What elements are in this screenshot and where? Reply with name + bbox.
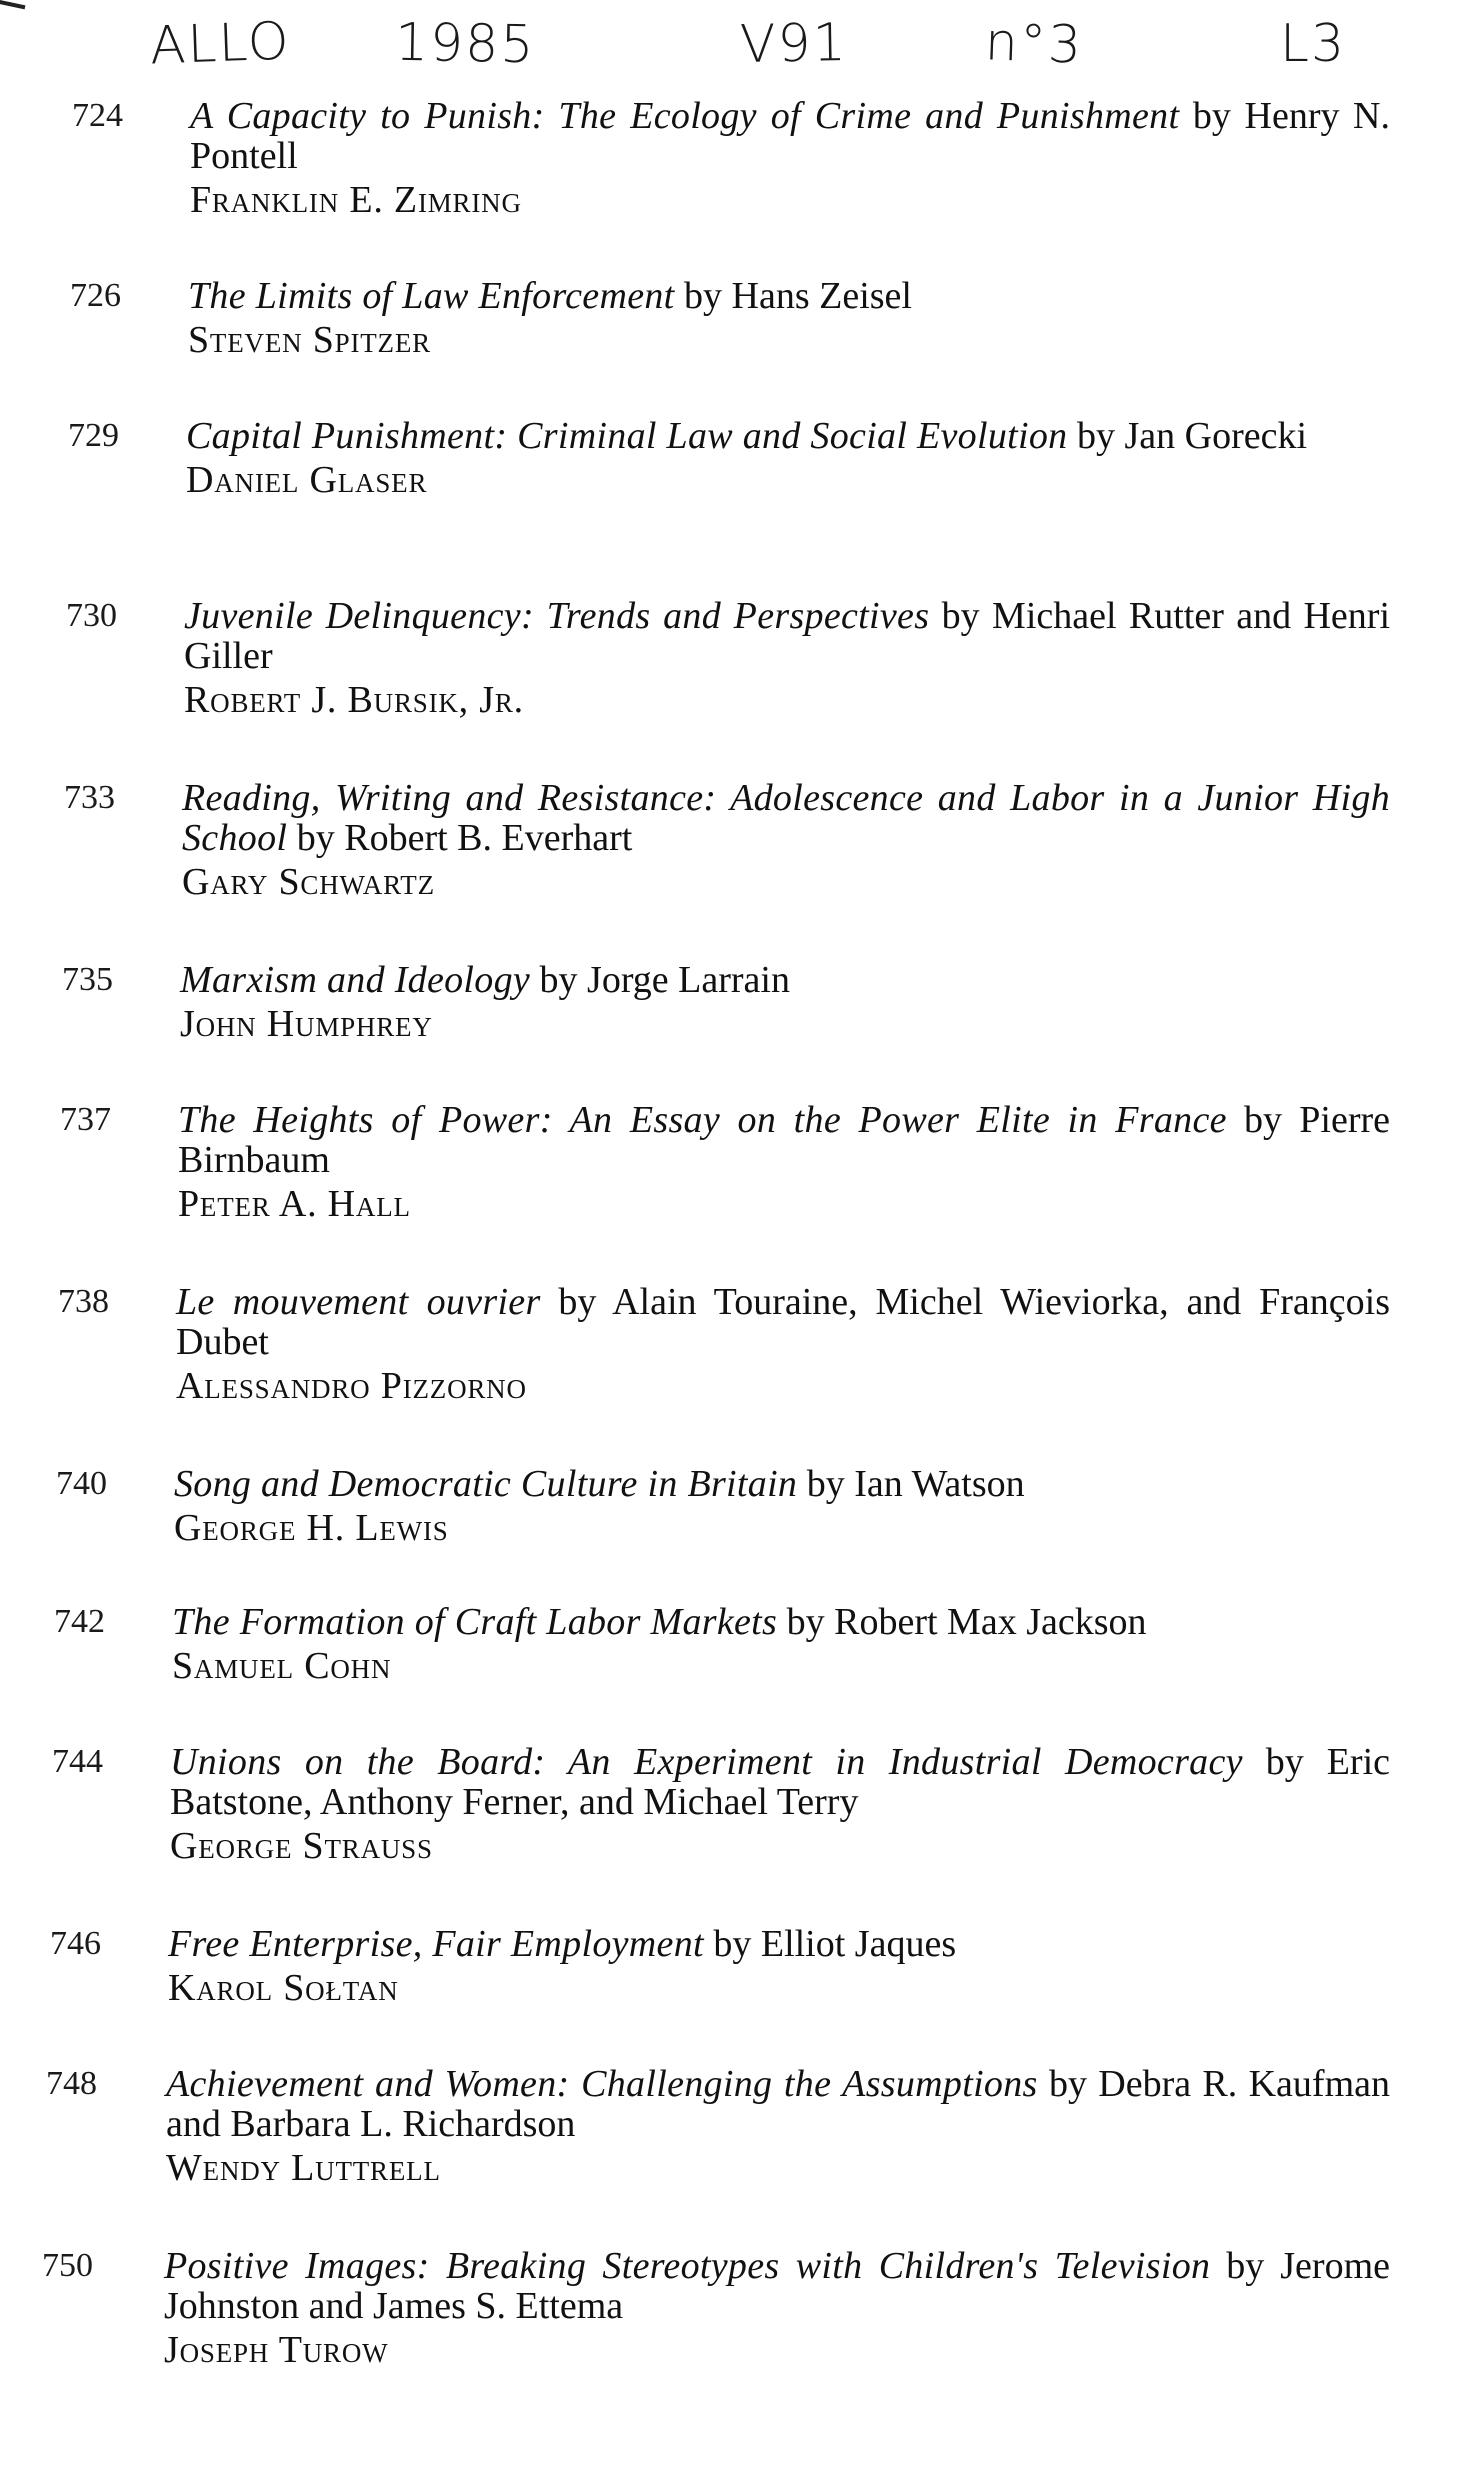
review-citation [168, 1924, 1390, 2010]
reviewer-name: John Humphrey [180, 1003, 433, 1045]
book-authors: by Hans Zeisel [674, 275, 912, 317]
reviewer-name: Franklin E. Zimring [190, 179, 522, 221]
reviewer-name: George H. Lewis [174, 1507, 449, 1549]
book-authors: by Robert B. Everhart [287, 817, 633, 859]
handwritten-note-volume: V91 [739, 13, 849, 75]
reviewer-name: Wendy Luttrell [166, 2147, 441, 2189]
book-authors: by Elliot Jaques [703, 1923, 957, 1965]
handwritten-note-year: 1985 [394, 12, 536, 76]
review-citation [178, 1100, 1390, 1226]
handwritten-note-journal: ALLO [148, 11, 292, 77]
reviewer-name: George Strauss [170, 1825, 433, 1867]
page-number: 737 [60, 1101, 111, 1138]
reviewer-name: Alessandro Pizzorno [176, 1365, 527, 1407]
reviewer-name: Samuel Cohn [172, 1645, 392, 1687]
scan-edge-mark [0, 0, 25, 9]
review-citation [166, 2064, 1390, 2190]
book-title: Reading, Writing and Resistance: Adolescence and Labor in a Junior High School [182, 777, 1390, 859]
review-citation [174, 1464, 1390, 1550]
review-citation [182, 778, 1390, 904]
review-citation [190, 96, 1390, 222]
book-authors: by Pierre Birnbaum [178, 1099, 1391, 1181]
book-title: Juvenile Delinquency: Trends and Perspectives [184, 595, 930, 637]
reviewer-name: Steven Spitzer [188, 319, 431, 361]
book-authors: by Henry N. Pontell [190, 95, 1391, 177]
book-title: Capital Punishment: Criminal Law and Social Evolution [186, 415, 1068, 457]
page-number: 726 [70, 277, 121, 314]
book-authors: by Michael Rutter and Henri Giller [184, 595, 1390, 677]
page-number: 735 [62, 961, 113, 998]
review-citation [172, 1602, 1390, 1688]
review-citation [186, 416, 1390, 502]
book-authors: by Ian Watson [797, 1463, 1025, 1505]
book-title: Song and Democratic Culture in Britain [174, 1463, 798, 1505]
page-number: 742 [54, 1603, 105, 1640]
page-number: 748 [46, 2065, 97, 2102]
book-authors: by Alain Touraine, Michel Wieviorka, and François Dubet [176, 1281, 1390, 1363]
handwritten-header [0, 11, 1480, 94]
review-citation [164, 2246, 1390, 2372]
book-title: A Capacity to Punish: The Ecology of Crime and Punishment [190, 95, 1180, 137]
page-number: 733 [64, 779, 115, 816]
book-authors: by Robert Max Jackson [777, 1601, 1147, 1643]
handwritten-note-issue: n°3 [983, 12, 1085, 76]
book-title: Le mouvement ouvrier [176, 1281, 541, 1323]
book-title: Free Enterprise, Fair Employment [168, 1923, 704, 1965]
page-number: 738 [58, 1283, 109, 1320]
review-citation [184, 596, 1390, 722]
page-number: 729 [68, 417, 119, 454]
page-number: 724 [72, 97, 123, 134]
review-citation [188, 276, 1390, 362]
review-citation [180, 960, 1390, 1046]
book-authors: by Jorge Larrain [530, 959, 790, 1001]
book-title: Achievement and Women: Challenging the Assumptions [166, 2063, 1038, 2105]
reviewer-name: Peter A. Hall [178, 1183, 411, 1225]
page-number: 746 [50, 1925, 101, 1962]
book-title: The Limits of Law Enforcement [188, 275, 675, 317]
page-number: 730 [66, 597, 117, 634]
reviewer-name: Joseph Turow [164, 2329, 389, 2371]
reviewer-name: Gary Schwartz [182, 861, 435, 903]
handwritten-note-code: L3 [1280, 14, 1347, 74]
book-title: Positive Images: Breaking Stereotypes with Children's Television [164, 2245, 1211, 2287]
review-citation [170, 1742, 1390, 1868]
book-title: The Formation of Craft Labor Markets [172, 1601, 778, 1643]
book-title: Marxism and Ideology [180, 959, 531, 1001]
page-number: 740 [56, 1465, 107, 1502]
book-authors: by Debra R. Kaufman and Barbara L. Richardson [166, 2063, 1390, 2145]
book-title: Unions on the Board: An Experiment in Industrial Democracy [170, 1741, 1243, 1783]
page-number: 744 [52, 1743, 103, 1780]
page-number: 750 [42, 2247, 93, 2284]
reviewer-name: Karol Sołtan [168, 1967, 399, 2009]
book-authors: by Eric Batstone, Anthony Ferner, and Michael Terry [170, 1741, 1390, 1823]
reviewer-name: Daniel Glaser [186, 459, 428, 501]
book-authors: by Jerome Johnston and James S. Ettema [164, 2245, 1391, 2327]
reviewer-name: Robert J. Bursik, Jr. [184, 679, 524, 721]
review-citation [176, 1282, 1390, 1408]
book-authors: by Jan Gorecki [1067, 415, 1308, 457]
book-title: The Heights of Power: An Essay on the Power Elite in France [178, 1099, 1227, 1141]
